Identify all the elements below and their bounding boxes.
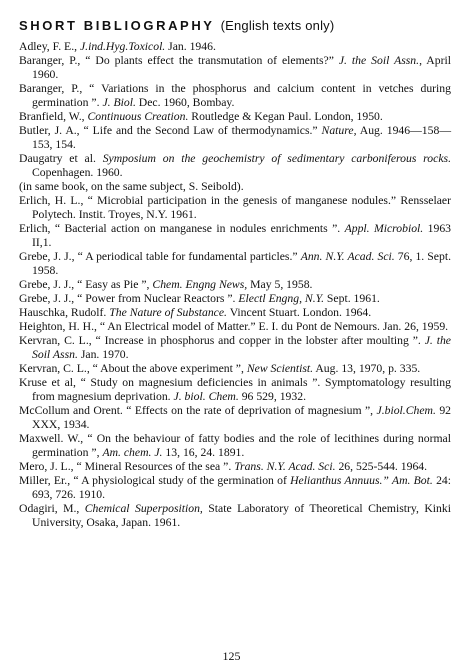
bibliography-entry (19, 278, 451, 292)
entry-italic-text: J. Biol. (102, 96, 136, 109)
page-number: 125 (222, 649, 241, 663)
entry-text: Aug. 1946—158—153, 154. (32, 124, 452, 151)
entry-italic-text: Symposium on the geochemistry of sedimentary carboniferous rocks. (102, 152, 451, 165)
entry-text: Grebe, J. J., “ Power from Nuclear Reactors ”. (19, 292, 239, 305)
entry-italic-text: Continuous Creation. (87, 110, 189, 123)
bibliography-entry (19, 502, 451, 530)
entry-text: Miller, Er., “ A physiological study of the germination of (19, 474, 291, 487)
bibliography-entry (19, 320, 451, 334)
bibliography-heading (19, 18, 451, 33)
bibliography-entry (19, 362, 451, 376)
entry-text: Baranger, P., “ Do plants effect the transmutation of elements?” (19, 54, 339, 67)
entry-text: Grebe, J. J., “ A periodical table for fundamental particles.” (19, 250, 301, 263)
entry-italic-text: Trans. N.Y. Acad. Sci. (234, 460, 336, 473)
entry-text: State Laboratory of Theoretical Chemistry, Kinki University, Osaka, Japan. 1961. (32, 502, 451, 529)
bibliography-entry (19, 460, 451, 474)
bibliography-entry (19, 222, 451, 250)
entry-text: 92 XXX, 1934. (32, 404, 452, 431)
entry-italic-text: Helianthus Annuus.” Am. Bot. (290, 474, 433, 487)
entry-italic-text: Am. chem. J. (102, 446, 163, 459)
entry-text: Kervran, C. L., “ Increase in phosphorus and copper in the lobster after moulting ”. (19, 334, 425, 347)
bibliography-entry (19, 474, 451, 502)
entry-text: 96 529, 1932. (238, 390, 306, 403)
entry-text: McCollum and Orent. “ Effects on the rate of deprivation of magnesium ”, (19, 404, 377, 417)
entry-italic-text: Ann. N.Y. Acad. Sci. (300, 250, 395, 263)
entry-italic-text: Appl. Microbiol. (344, 222, 424, 235)
entry-text: Sept. 1961. (324, 292, 380, 305)
bibliography-entry (19, 54, 451, 82)
bibliography-entry (19, 110, 451, 124)
entry-text: 26, 525-544. 1964. (335, 460, 428, 473)
entry-italic-text: The Nature of Substance. (109, 306, 227, 319)
entry-text: Erlich, “ Bacterial action on manganese in nodules enrichments ”. (19, 222, 345, 235)
bibliography-entry (19, 250, 451, 278)
entry-text: Baranger, P., “ Variations in the phosphorus and calcium content in vetches during germination ”. (19, 82, 451, 109)
bibliography-entry (19, 40, 451, 54)
bibliography-entry (19, 432, 451, 460)
entry-text: (in same book, on the same subject, S. Seibold). (19, 180, 244, 193)
bibliography-entry (19, 82, 451, 110)
entry-text: Routledge & Kegan Paul. London, 1950. (188, 110, 383, 123)
entry-italic-text: J. the Soil Assn. (338, 54, 420, 67)
entry-text: Vincent Stuart. London. 1964. (226, 306, 372, 319)
entry-italic-text: J. the Soil Assn. (32, 334, 451, 361)
entry-text: 76, 1. Sept. 1958. (32, 250, 452, 277)
entry-text: 24: 693, 726. 1910. (32, 474, 451, 501)
bibliography-entry (19, 152, 451, 180)
bibliography-entry (19, 404, 451, 432)
entry-text: Kruse et al, “ Study on magnesium deficiencies in animals ”. Symptomatology resulting from magnesium deprivation. (19, 376, 451, 403)
heading-subtitle: (English texts only) (220, 18, 335, 33)
entry-italic-text: Electl Engng, N.Y. (238, 292, 324, 305)
entry-text: Heighton, H. H., “ An Electrical model of Matter.” E. I. du Pont de Nemours. Jan. 26, 1959. (19, 320, 449, 333)
entry-text: Jan. 1970. (77, 348, 129, 361)
entry-text: Dec. 1960, Bombay. (135, 96, 235, 109)
bibliography-entry (19, 124, 451, 152)
entry-italic-text: J.biol.Chem. (376, 404, 436, 417)
entry-text: 1963 II,1. (32, 222, 452, 249)
bibliography-list (19, 40, 451, 530)
entry-text: Branfield, W., (19, 110, 88, 123)
entry-italic-text: Chem. Engng News, (152, 278, 248, 291)
entry-text: Kervran, C. L., “ About the above experiment ”, (19, 362, 247, 375)
entry-text: , April 1960. (32, 54, 451, 81)
entry-italic-text: J.ind.Hyg.Toxicol. (79, 40, 166, 53)
entry-italic-text: Chemical Superposition, (84, 502, 203, 515)
bibliography-entry (19, 376, 451, 404)
entry-italic-text: New Scientist. (246, 362, 314, 375)
entry-text: May 5, 1958. (247, 278, 313, 291)
bibliography-entry (19, 306, 451, 320)
bibliography-entry (19, 194, 451, 222)
entry-text: Erlich, H. L., “ Microbial participation in the genesis of manganese nodules.” Rensselaer Polytech. Instit. Troyes, N.Y. 1961. (19, 194, 451, 221)
entry-text: Copenhagen. 1960. (32, 166, 123, 179)
entry-text: Butler, J. A., “ Life and the Second Law of thermodynamics.” (19, 124, 322, 137)
entry-text: Grebe, J. J., “ Easy as Pie ”, (19, 278, 153, 291)
entry-italic-text: J. biol. Chem. (173, 390, 239, 403)
bibliography-entry (19, 180, 451, 194)
entry-text: Mero, J. L., “ Mineral Resources of the sea ”. (19, 460, 235, 473)
heading-title: SHORT BIBLIOGRAPHY (19, 18, 215, 33)
entry-text: Jan. 1946. (165, 40, 216, 53)
bibliography-entry (19, 292, 451, 306)
entry-italic-text: Nature, (321, 124, 357, 137)
entry-text: Aug. 13, 1970, p. 335. (313, 362, 421, 375)
entry-text: Adley, F. E., (19, 40, 80, 53)
bibliography-entry (19, 334, 451, 362)
entry-text: Maxwell. W., “ On the behaviour of fatty bodies and the role of lecithines during normal germination ”, (19, 432, 451, 459)
entry-text: Hauschka, Rudolf. (19, 306, 110, 319)
entry-text: Odagiri, M., (19, 502, 85, 515)
entry-text: 13, 16, 24. 1891. (162, 446, 245, 459)
entry-text: Daugatry et al. (19, 152, 103, 165)
